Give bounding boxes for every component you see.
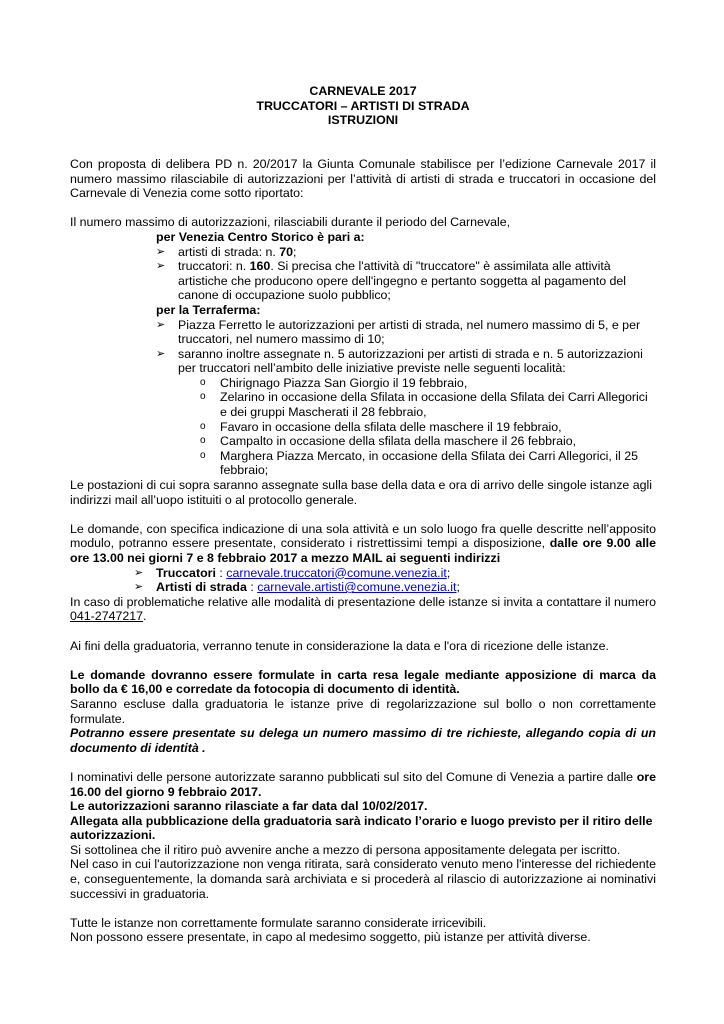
problemi-paragraph: In caso di problematiche relative alle modalità di presentazione delle istanze si invita a contattare il numero 041-2747217. xyxy=(70,594,656,624)
max-intro: Il numero massimo di autorizzazioni, rilasciabili durante il periodo del Carnevale, xyxy=(70,215,511,230)
allegata-paragraph: Allegata alla pubblicazione della graduatoria sarà indicato l’orario e luogo previsto per il ritiro delle autorizzazioni. xyxy=(70,813,653,843)
truccatori-email-link[interactable]: carnevale.truccatori@comune.venezia.it xyxy=(226,565,447,580)
nominativi-paragraph: I nominativi delle persone autorizzate saranno pubblicati sul sito del Comune di Venezia a partire dalle ore 16.00 del giorno 9 febbraio 2017. xyxy=(70,769,656,799)
venezia-list xyxy=(70,245,656,303)
location-item: o Favaro in occasione della sfilata delle maschere il 19 febbraio, xyxy=(200,419,562,434)
locations-list xyxy=(70,376,656,478)
arrow-bullet-icon: ➢ xyxy=(156,318,166,331)
bollo-paragraph: Le domande dovranno essere formulate in carta resa legale mediante apposizione di marca da bollo da € 16,00 e corredate da fotocopia di documento di identità. xyxy=(70,667,656,697)
location-item: o Marghera Piazza Mercato, in occasione della Sfilata dei Carri Allegorici, il 25 febbraio; xyxy=(200,448,639,478)
ritiro-paragraph: Si sottolinea che il ritiro può avvenire anche a mezzo di persona appositamente delegata per iscritto. xyxy=(70,842,621,857)
title-line-1: CARNEVALE 2017 xyxy=(309,84,417,98)
title-line-2: TRUCCATORI – ARTISTI DI STRADA xyxy=(256,98,470,113)
terraferma-list xyxy=(70,318,656,376)
circle-bullet-icon: o xyxy=(200,449,206,461)
escluse-paragraph: Saranno escluse dalla graduatoria le istanze prive di regolarizzazione sul bollo o non correttamente formulate. xyxy=(70,696,656,726)
arrow-bullet-icon: ➢ xyxy=(156,347,166,360)
arrow-bullet-icon: ➢ xyxy=(134,566,144,579)
document-page xyxy=(70,84,656,945)
location-item: o Campalto in occasione della sfilata della maschere il 26 febbraio, xyxy=(200,434,577,449)
list-item: ➢ saranno inoltre assegnate n. 5 autorizzazioni per artisti di strada e n. 5 autorizzazioni per truccatori nell’ambito delle iniziative previste nelle seguenti località: xyxy=(156,346,643,376)
intro-paragraph: Con proposta di delibera PD n. 20/2017 la Giunta Comunale stabilisce per l’edizione Carnevale 2017 il numero massimo rilasciabile di autorizzazioni per l’attività di artisti di strada e truccatori in occasione del Carnevale di Venezia come sotto riportato: xyxy=(70,156,656,201)
circle-bullet-icon: o xyxy=(200,435,206,447)
location-item: o Zelarino in occasione della Sfilata in occasione della Sfilata dei Carri Allegorici e dei gruppi Mascherati il 28 febbraio, xyxy=(200,390,648,420)
finale-line-2: Non possono essere presentate, in capo al medesimo soggetto, più istanze per attività diverse. xyxy=(70,930,591,945)
arrow-bullet-icon: ➢ xyxy=(156,260,166,273)
list-item: ➢ artisti di strada: n. 70; xyxy=(156,244,297,259)
document-title xyxy=(70,84,656,128)
list-item: ➢ truccatori: n. 160. Si precisa che l'attività di "truccatore" è assimilata alle attività artistiche che producono opere dell'ingegno e pertanto soggetta al pagamento del canone di occupazione suolo pubblico; xyxy=(156,259,627,303)
circle-bullet-icon: o xyxy=(200,391,206,403)
arrow-bullet-icon: ➢ xyxy=(134,581,144,594)
arrow-bullet-icon: ➢ xyxy=(156,245,166,258)
location-item: o Chirignago Piazza San Giorgio il 19 febbraio, xyxy=(200,375,468,390)
circle-bullet-icon: o xyxy=(200,376,206,388)
rilascio-paragraph: Le autorizzazioni saranno rilasciate a far data dal 10/02/2017. xyxy=(70,799,428,814)
list-item: ➢ Piazza Ferretto le autorizzazioni per artisti di strada, nel numero massimo di 5, e per truccatori, nel numero massimo di 10; xyxy=(156,317,641,347)
graduatoria-paragraph: Ai fini della graduatoria, verranno tenute in considerazione la data e l'ora di ricezione delle istanze. xyxy=(70,638,609,653)
title-line-3: ISTRUZIONI xyxy=(327,113,399,128)
terraferma-heading: per la Terraferma: xyxy=(156,302,261,317)
postazioni-paragraph: Le postazioni di cui sopra saranno assegnate sulla base della data e ora di arrivo delle singole istanze agli indirizzi mail all’uopo istituiti o al protocollo generale. xyxy=(70,478,653,507)
finale-line-1: Tutte le istanze non correttamente formulate saranno considerate irricevibili. xyxy=(70,915,487,930)
domande-paragraph: Le domande, con specifica indicazione di una sola attività e un solo luogo fra quelle descritte nell’apposito modulo, potranno essere presentate, considerato i ristrettissimi tempi a disposizione, dalle ore 9.00 alle ore 13.00 nei giorni 7 e 8 febbraio 2017 a mezzo MAIL ai seguenti indirizzi xyxy=(70,521,656,565)
venezia-heading: per Venezia Centro Storico è pari a: xyxy=(156,229,365,244)
email-list xyxy=(70,566,656,595)
artisti-email-link[interactable]: carnevale.artisti@comune.venezia.it xyxy=(257,580,457,595)
list-item: ➢ Artisti di strada : carnevale.artisti@comune.venezia.it; xyxy=(134,580,460,595)
phone-number: 041-2747217 xyxy=(70,609,144,624)
list-item: ➢ Truccatori : carnevale.truccatori@comune.venezia.it; xyxy=(134,565,451,580)
non-ritirata-paragraph: Nel caso in cui l'autorizzazione non venga ritirata, sarà considerato venuto meno l'interesse del richiedente e, conseguentemente, la domanda sarà archiviata e si procederà al rilascio di autorizzazione ai nominativi successivi in graduatoria. xyxy=(70,857,656,901)
delega-paragraph: Potranno essere presentate su delega un numero massimo di tre richieste, allegando copia di un documento di identità . xyxy=(70,726,656,755)
circle-bullet-icon: o xyxy=(200,420,206,432)
